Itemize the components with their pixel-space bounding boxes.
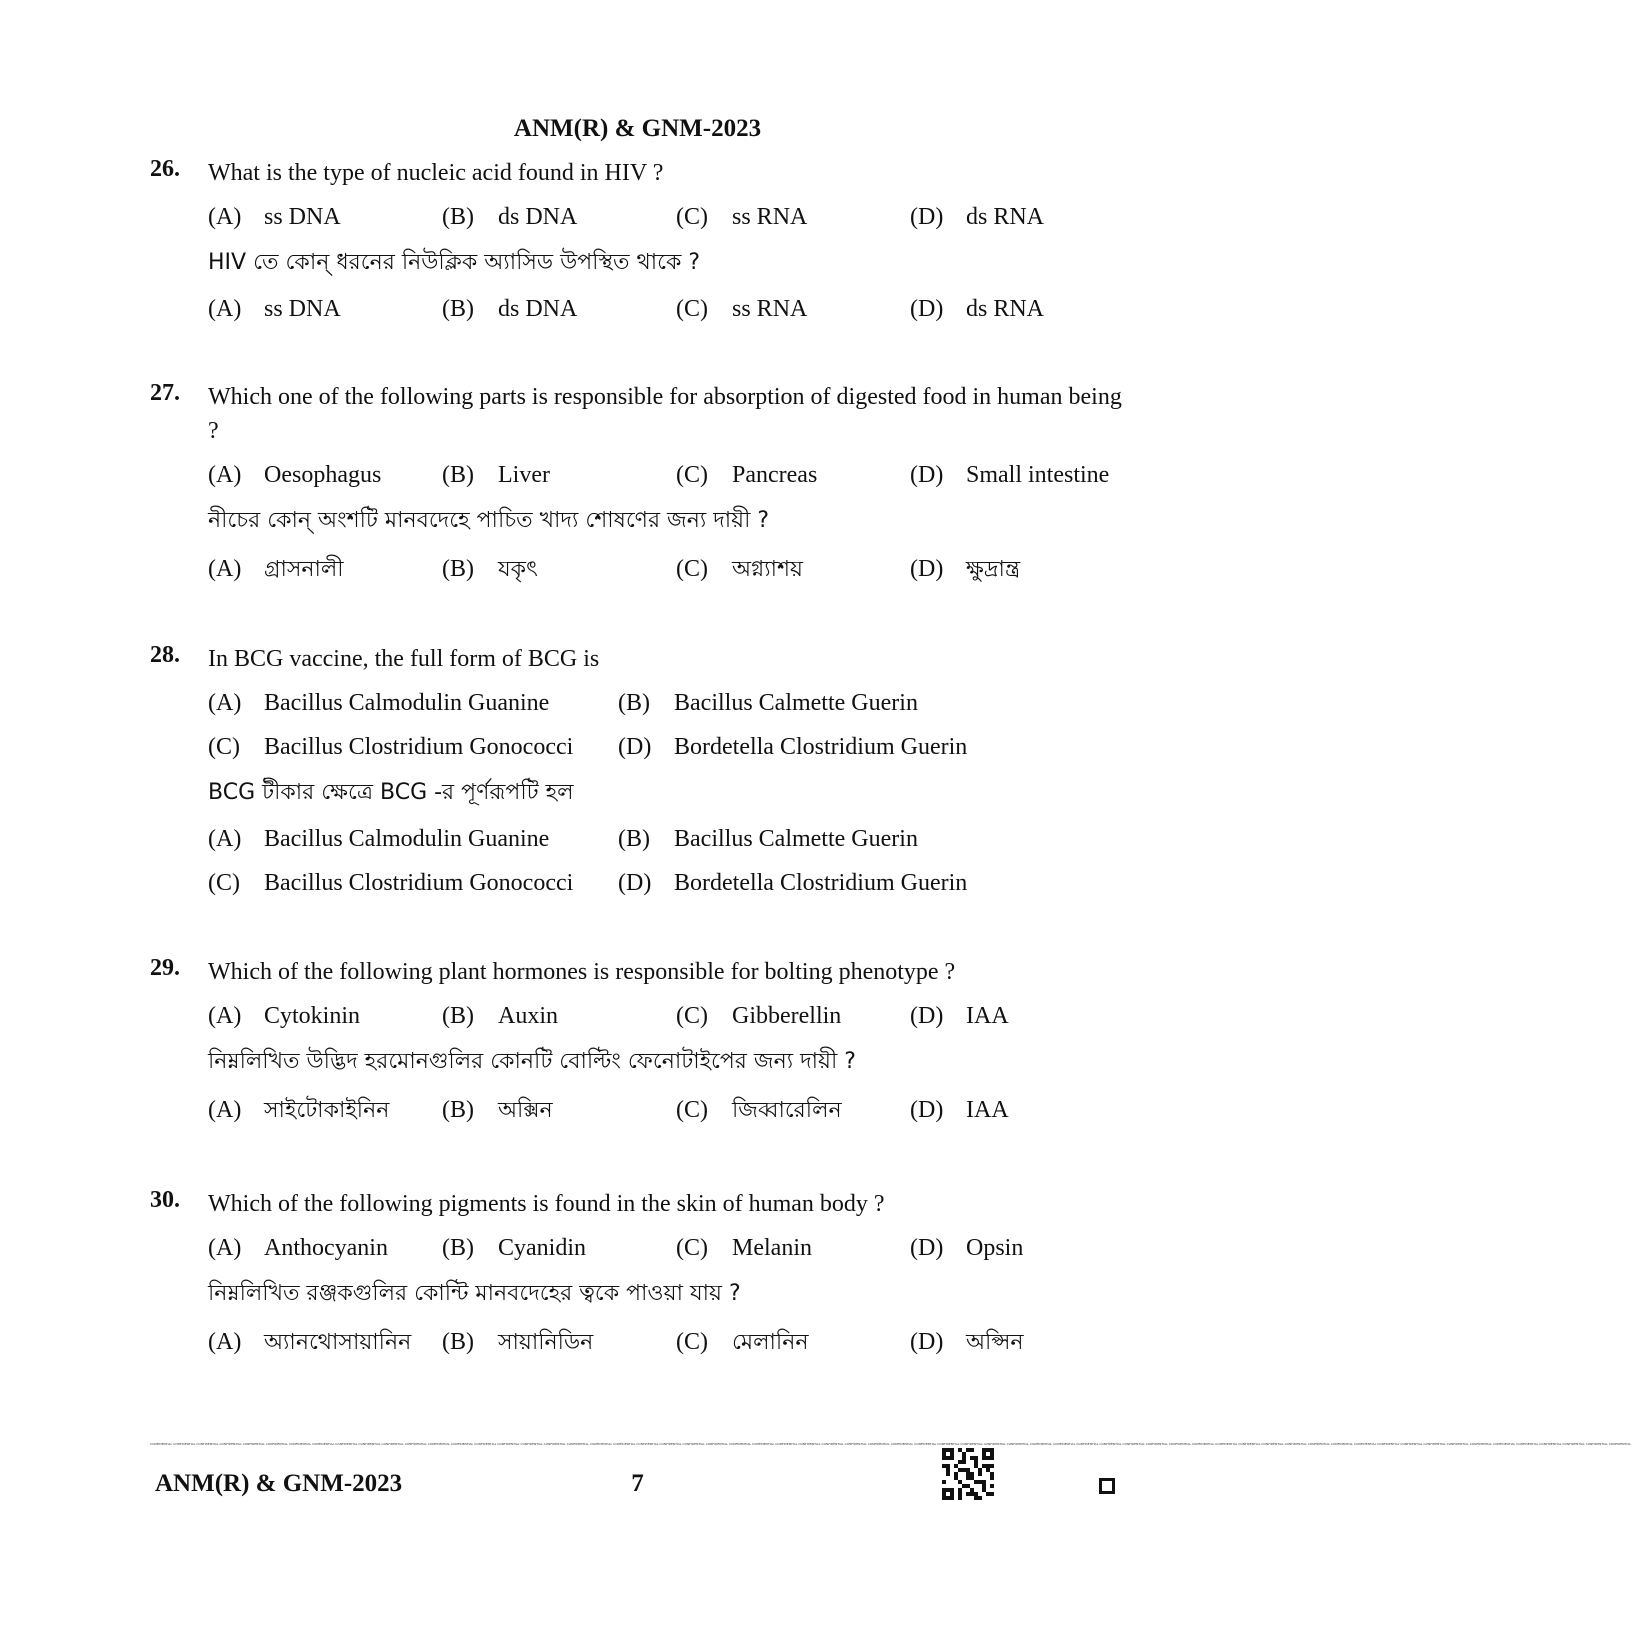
question-26 <box>150 156 1130 338</box>
question-text-bn: নিম্নলিখিত উদ্ভিদ হরমোনগুলির কোনটি বোল্টিং ফেনোটাইপের জন্য দায়ী ? <box>208 1049 856 1074</box>
option-b-bn: (B) যকৃৎ <box>442 556 538 582</box>
question-30 <box>150 1187 1130 1371</box>
question-text-bn: নীচের কোন্ অংশটি মানবদেহে পাচিত খাদ্য শোষণের জন্য দায়ী ? <box>208 508 770 533</box>
option-d-en: (D) Opsin <box>910 1235 1024 1261</box>
question-number: 26. <box>150 156 180 182</box>
page-number: 7 <box>631 1470 644 1497</box>
option-c-en: (C) Bacillus Clostridium Gonococci <box>208 734 574 760</box>
option-c-bn: (C) অগ্ন্যাশয় <box>676 556 804 582</box>
question-number: 30. <box>150 1187 180 1213</box>
option-b-en: (B) ds DNA <box>442 204 578 230</box>
option-d-bn: (D) ds RNA <box>910 296 1045 322</box>
option-c-en: (C) ss RNA <box>676 204 808 230</box>
option-c-bn: (C) ss RNA <box>676 296 808 322</box>
question-text-bn: নিম্নলিখিত রঞ্জকগুলির কোন্টি মানবদেহের ত্বকে পাওয়া যায় ? <box>208 1281 741 1306</box>
option-c-en: (C) Pancreas <box>676 462 818 488</box>
confidential-strip: CONFIDENTIAL CONFIDENTIAL CONFIDENTIAL CONFIDENTIAL CONFIDENTIAL CONFIDENTIAL CONFIDENTIAL CONFIDENTIAL CONFIDENTIAL CONFIDENTIAL CONFIDENTIAL CONFIDENTIAL CONFIDENTIAL CONFIDENTIAL CONFIDENTIAL CONFIDENTIAL CONFIDENTIAL CONFIDENTIAL CONFIDENTIAL CONFIDENTIAL CONFIDENTIAL CONFIDENTIAL CONFIDENTIAL CONFIDENTIAL CONFIDENTIAL CONFIDENTIAL CONFIDENTIAL CONFIDENTIAL CONFIDENTIAL CONFIDENTIAL CONFIDENTIAL CONFIDENTIAL CONFIDENTIAL CONFIDENTIAL CONFIDENTIAL CONFIDENTIAL CONFIDENTIAL CONFIDENTIAL CONFIDENTIAL CONFIDENTIAL CONFIDENTIAL CONFIDENTIAL CONFIDENTIAL CONFIDENTIAL CONFIDENTIAL CONFIDENTIAL CONFIDENTIAL CONFIDENTIAL CONFIDENTIAL CONFIDENTIAL CONFIDENTIAL CONFIDENTIAL CONFIDENTIAL CONFIDENTIAL CONFIDENTIAL CONFIDENTIAL CONFIDENTIAL CONFIDENTIAL CONFIDENTIAL CONFIDENTIAL CONFIDENTIAL CONFIDENTIAL CONFIDENTIAL CONFIDENTIAL <box>150 1442 1631 1446</box>
option-b-bn: (B) অক্সিন <box>442 1097 553 1123</box>
corner-square-icon <box>1099 1478 1115 1494</box>
qr-code-icon <box>942 1448 994 1500</box>
question-number: 29. <box>150 955 180 981</box>
option-a-bn: (A) Bacillus Calmodulin Guanine <box>208 826 550 852</box>
option-b-bn: (B) সায়ানিডিন <box>442 1329 594 1355</box>
question-number: 28. <box>150 642 180 668</box>
option-c-bn: (C) মেলানিন <box>676 1329 809 1355</box>
option-a-bn: (A) গ্রাসনালী <box>208 556 344 582</box>
question-text-en: What is the type of nucleic acid found in HIV ? <box>208 160 664 186</box>
question-text-bn: HIV তে কোন্ ধরনের নিউক্লিক অ্যাসিড উপস্থিত থাকে ? <box>208 250 701 275</box>
question-text-en: Which of the following pigments is found in the skin of human body ? <box>208 1191 885 1217</box>
question-text-en: Which one of the following parts is responsible for absorption of digested food in human being ? <box>208 384 1122 444</box>
question-27 <box>150 380 1130 598</box>
option-b-en: (B) Liver <box>442 462 550 488</box>
question-text-en: Which of the following plant hormones is responsible for bolting phenotype ? <box>208 959 956 985</box>
option-b-en: (B) Bacillus Calmette Guerin <box>618 690 918 716</box>
option-a-en: (A) Bacillus Calmodulin Guanine <box>208 690 550 716</box>
option-d-bn: (D) Bordetella Clostridium Guerin <box>618 870 968 896</box>
question-28 <box>150 642 1130 912</box>
option-a-en: (A) Anthocyanin <box>208 1235 388 1261</box>
option-a-en: (A) Oesophagus <box>208 462 382 488</box>
question-text-en: In BCG vaccine, the full form of BCG is <box>208 646 600 672</box>
option-c-bn: (C) জিব্বারেলিন <box>676 1097 842 1123</box>
option-a-bn: (A) অ্যানথোসায়ানিন <box>208 1329 412 1355</box>
option-d-en: (D) IAA <box>910 1003 1009 1029</box>
option-c-en: (C) Gibberellin <box>676 1003 842 1029</box>
option-d-en: (D) Bordetella Clostridium Guerin <box>618 734 968 760</box>
option-a-en: (A) Cytokinin <box>208 1003 361 1029</box>
question-text-bn: BCG টীকার ক্ষেত্রে BCG -র পূর্ণরূপটি হল <box>208 780 574 805</box>
option-a-en: (A) ss DNA <box>208 204 341 230</box>
option-d-en: (D) ds RNA <box>910 204 1045 230</box>
option-b-en: (B) Auxin <box>442 1003 558 1029</box>
option-c-bn: (C) Bacillus Clostridium Gonococci <box>208 870 574 896</box>
option-d-bn: (D) ক্ষুদ্রান্ত্র <box>910 556 1021 582</box>
option-c-en: (C) Melanin <box>676 1235 812 1261</box>
question-number: 27. <box>150 380 180 406</box>
option-a-bn: (A) সাইটোকাইনিন <box>208 1097 390 1123</box>
question-29 <box>150 955 1130 1139</box>
option-b-en: (B) Cyanidin <box>442 1235 586 1261</box>
option-d-bn: (D) অপ্সিন <box>910 1329 1024 1355</box>
footer-title: ANM(R) & GNM-2023 <box>155 1470 403 1497</box>
option-b-bn: (B) Bacillus Calmette Guerin <box>618 826 918 852</box>
option-b-bn: (B) ds DNA <box>442 296 578 322</box>
option-a-bn: (A) ss DNA <box>208 296 341 322</box>
option-d-en: (D) Small intestine <box>910 462 1110 488</box>
option-d-bn: (D) IAA <box>910 1097 1009 1123</box>
page-header-title: ANM(R) & GNM-2023 <box>513 115 762 142</box>
